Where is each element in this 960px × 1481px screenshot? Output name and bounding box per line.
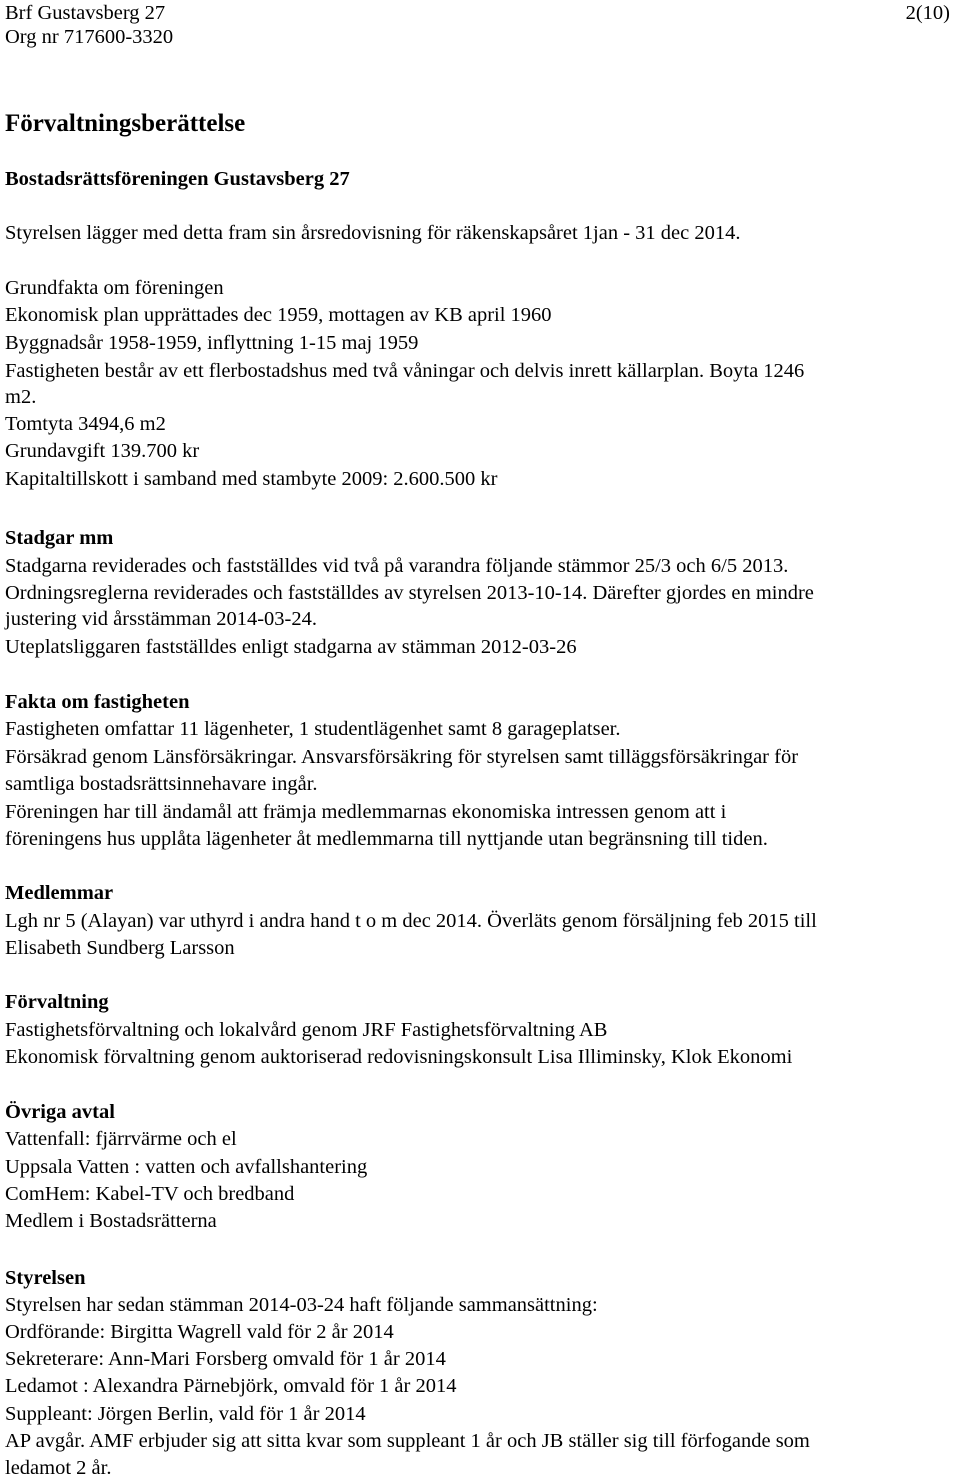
ovriga-line: Vattenfall: fjärrvärme och el bbox=[5, 1128, 237, 1150]
fastigheten-line: Föreningen har till ändamål att främja medlemmarnas ekonomiska intressen genom att i bbox=[5, 801, 727, 823]
header-org-nr: Org nr 717600-3320 bbox=[5, 26, 174, 48]
section-heading-forvaltning: Förvaltning bbox=[5, 991, 109, 1013]
stadgar-line: justering vid årsstämman 2014-03-24. bbox=[5, 608, 318, 630]
styrelsen-line: Suppleant: Jörgen Berlin, vald för 1 år 2014 bbox=[5, 1403, 366, 1425]
section-heading-fastigheten: Fakta om fastigheten bbox=[5, 691, 190, 713]
section-heading-ovriga: Övriga avtal bbox=[5, 1101, 115, 1123]
fastigheten-line: samtliga bostadsrättsinnehavare ingår. bbox=[5, 773, 318, 795]
section-heading-stadgar: Stadgar mm bbox=[5, 527, 114, 549]
forvaltning-line: Fastighetsförvaltning och lokalvård genom JRF Fastighetsförvaltning AB bbox=[5, 1019, 608, 1041]
medlemmar-line: Elisabeth Sundberg Larsson bbox=[5, 937, 235, 959]
fastigheten-line: föreningens hus upplåta lägenheter åt medlemmarna till nyttjande utan begränsning till tiden. bbox=[5, 828, 768, 850]
forvaltning-line: Ekonomisk förvaltning genom auktoriserad redovisningskonsult Lisa Illiminsky, Klok Ekonomi bbox=[5, 1046, 793, 1068]
stadgar-line: Uteplatsliggaren fastställdes enligt stadgarna av stämman 2012-03-26 bbox=[5, 636, 577, 658]
page-subtitle: Bostadsrättsföreningen Gustavsberg 27 bbox=[5, 168, 350, 190]
intro-text: Styrelsen lägger med detta fram sin årsredovisning för räkenskapsåret 1jan - 31 dec 2014. bbox=[5, 222, 741, 244]
section-heading-grundfakta: Grundfakta om föreningen bbox=[5, 277, 224, 299]
styrelsen-line: Sekreterare: Ann-Mari Forsberg omvald för 1 år 2014 bbox=[5, 1348, 446, 1370]
styrelsen-line: Ordförande: Birgitta Wagrell vald för 2 år 2014 bbox=[5, 1321, 394, 1343]
page-title: Förvaltningsberättelse bbox=[5, 110, 246, 137]
page-number: 2(10) bbox=[905, 2, 950, 24]
styrelsen-line: ledamot 2 år. bbox=[5, 1457, 112, 1479]
grundfakta-line: Fastigheten består av ett flerbostadshus med två våningar och delvis inrett källarplan. Boyta 1246 bbox=[5, 360, 805, 382]
stadgar-line: Stadgarna reviderades och fastställdes vid två på varandra följande stämmor 25/3 och 6/5 2013. bbox=[5, 555, 789, 577]
grundfakta-line: m2. bbox=[5, 386, 37, 408]
grundfakta-line: Byggnadsår 1958-1959, inflyttning 1-15 maj 1959 bbox=[5, 332, 419, 354]
ovriga-line: Uppsala Vatten : vatten och avfallshantering bbox=[5, 1156, 368, 1178]
grundfakta-line: Ekonomisk plan upprättades dec 1959, mottagen av KB april 1960 bbox=[5, 304, 552, 326]
styrelsen-line: AP avgår. AMF erbjuder sig att sitta kvar som suppleant 1 år och JB ställer sig till förfogande som bbox=[5, 1430, 810, 1452]
grundfakta-line: Grundavgift 139.700 kr bbox=[5, 440, 200, 462]
grundfakta-line: Tomtyta 3494,6 m2 bbox=[5, 413, 166, 435]
ovriga-line: ComHem: Kabel-TV och bredband bbox=[5, 1183, 295, 1205]
section-heading-styrelsen: Styrelsen bbox=[5, 1267, 86, 1289]
section-heading-medlemmar: Medlemmar bbox=[5, 882, 114, 904]
fastigheten-line: Fastigheten omfattar 11 lägenheter, 1 studentlägenhet samt 8 garageplatser. bbox=[5, 718, 621, 740]
fastigheten-line: Försäkrad genom Länsförsäkringar. Ansvarsförsäkring för styrelsen samt tilläggsförsäkringar för bbox=[5, 746, 799, 768]
header-org-name: Brf Gustavsberg 27 bbox=[5, 2, 166, 24]
medlemmar-line: Lgh nr 5 (Alayan) var uthyrd i andra hand t o m dec 2014. Överläts genom försäljning feb 2015 till bbox=[5, 910, 817, 932]
styrelsen-line: Ledamot : Alexandra Pärnebjörk, omvald för 1 år 2014 bbox=[5, 1375, 457, 1397]
grundfakta-line: Kapitaltillskott i samband med stambyte 2009: 2.600.500 kr bbox=[5, 468, 498, 490]
ovriga-line: Medlem i Bostadsrätterna bbox=[5, 1210, 217, 1232]
stadgar-line: Ordningsreglerna reviderades och fastställdes av styrelsen 2013-10-14. Därefter gjordes en mindre bbox=[5, 582, 814, 604]
styrelsen-line: Styrelsen har sedan stämman 2014-03-24 haft följande sammansättning: bbox=[5, 1294, 598, 1316]
